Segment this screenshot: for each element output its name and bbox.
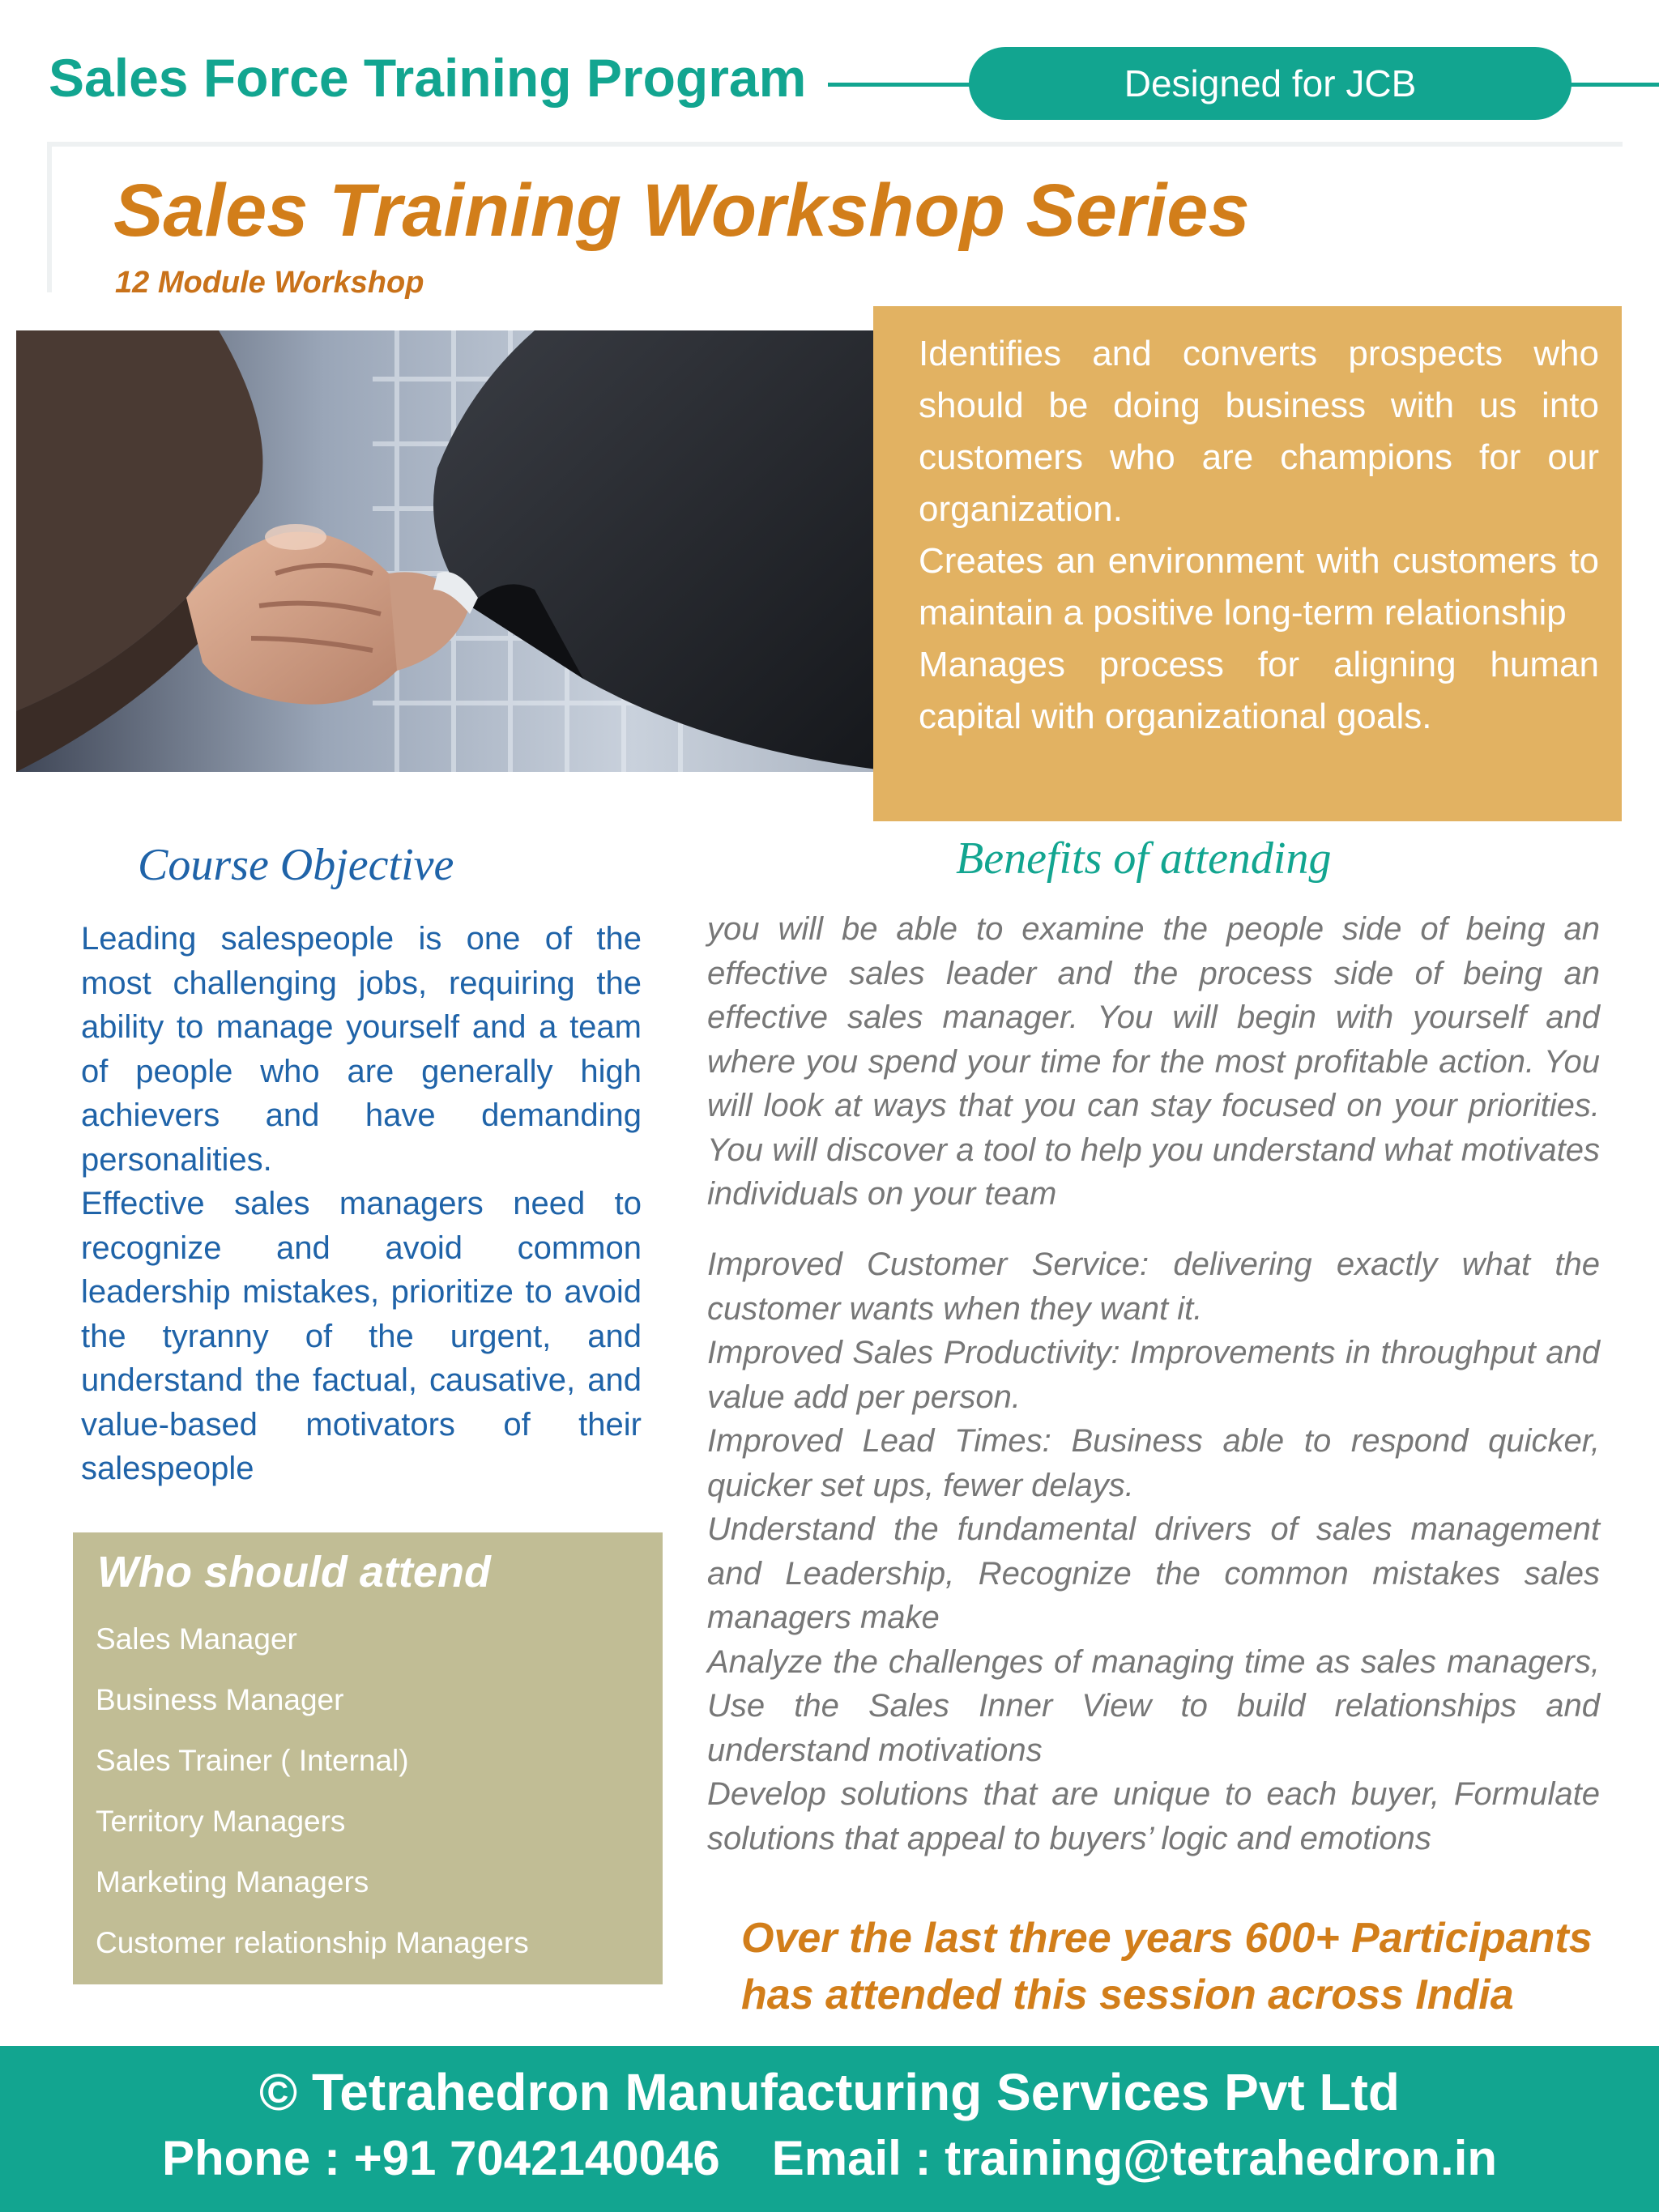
attendee-role: Sales Trainer ( Internal)	[96, 1744, 409, 1777]
frame-top-border	[47, 142, 1623, 147]
contact-line	[0, 2130, 1659, 2186]
benefits-heading: Benefits of attending	[956, 833, 1332, 884]
attendee-role: Marketing Managers	[96, 1865, 369, 1899]
benefit-item: Understand the fundamental drivers of sales management and Leadership, Recognize the common mistakes sales managers make	[707, 1511, 1600, 1635]
email-address[interactable]: Email : training@tetrahedron.in	[771, 2131, 1498, 2185]
attendee-role: Business Manager	[96, 1683, 344, 1716]
workshop-subtitle: 12 Module Workshop	[115, 266, 424, 300]
handshake-illustration	[16, 330, 898, 772]
benefit-item: Improved Sales Productivity: Improvements in throughput and value add per person.	[707, 1335, 1600, 1415]
course-objective-paragraph: Effective sales managers need to recognize and avoid common leadership mistakes, prioritize to avoid the tyranny of the urgent, and understand the factual, causative, and value-based motivators of their salespeople	[81, 1186, 642, 1486]
highlight-item: Manages process for aligning human capital with organizational goals.	[919, 645, 1599, 736]
frame-left-border	[47, 142, 52, 292]
attendee-role: Customer relationship Managers	[96, 1926, 529, 1959]
attendee-role-list	[96, 1613, 529, 1978]
attendee-role: Territory Managers	[96, 1805, 346, 1838]
highlight-item: Creates an environment with customers to maintain a positive long-term relationship	[919, 541, 1599, 633]
course-objective-heading: Course Objective	[138, 840, 454, 890]
company-name: © Tetrahedron Manufacturing Services Pvt Ltd	[259, 2063, 1400, 2121]
benefit-item: Improved Lead Times: Business able to respond quicker, quicker set ups, fewer delays.	[707, 1423, 1600, 1503]
handshake-photo	[16, 330, 898, 772]
benefit-item: Develop solutions that are unique to each buyer, Formulate solutions that appeal to buyers’ logic and emotions	[707, 1776, 1600, 1856]
benefit-item: Improved Customer Service: delivering exactly what the customer wants when they want it.	[707, 1247, 1600, 1327]
course-objective-body	[81, 917, 642, 1491]
phone-number[interactable]: Phone : +91 7042140046	[161, 2131, 720, 2185]
participants-statement: Over the last three years 600+ Participants has attended this session across India	[741, 1915, 1593, 2018]
highlights-text	[919, 328, 1599, 743]
designed-for-label: Designed for JCB	[1124, 62, 1417, 104]
benefits-intro: you will be able to examine the people side of being an effective sales leader and the process side of being an effective sales manager. You will begin with yourself and where you spend your time for the most profitable action. You will look at ways that you can stay focused on your priorities. You will discover a tool to help you understand what motivates individuals on your team	[707, 911, 1600, 1212]
who-should-attend-heading: Who should attend	[97, 1548, 491, 1596]
benefit-item: Analyze the challenges of managing time as sales managers, Use the Sales Inner View to build relationships and understand motivations	[707, 1643, 1600, 1768]
highlight-item: Identifies and converts prospects who should be doing business with us into customers who are champions for our organization.	[919, 334, 1599, 529]
designed-for-badge	[969, 47, 1572, 120]
course-objective-paragraph: Leading salespeople is one of the most challenging jobs, requiring the ability to manage yourself and a team of people who are generally high achievers and have demanding personalities.	[81, 921, 642, 1178]
benefits-list	[707, 1242, 1600, 1860]
workshop-title: Sales Training Workshop Series	[113, 169, 1250, 252]
program-title: Sales Force Training Program	[49, 48, 807, 108]
attendee-role: Sales Manager	[96, 1622, 297, 1656]
